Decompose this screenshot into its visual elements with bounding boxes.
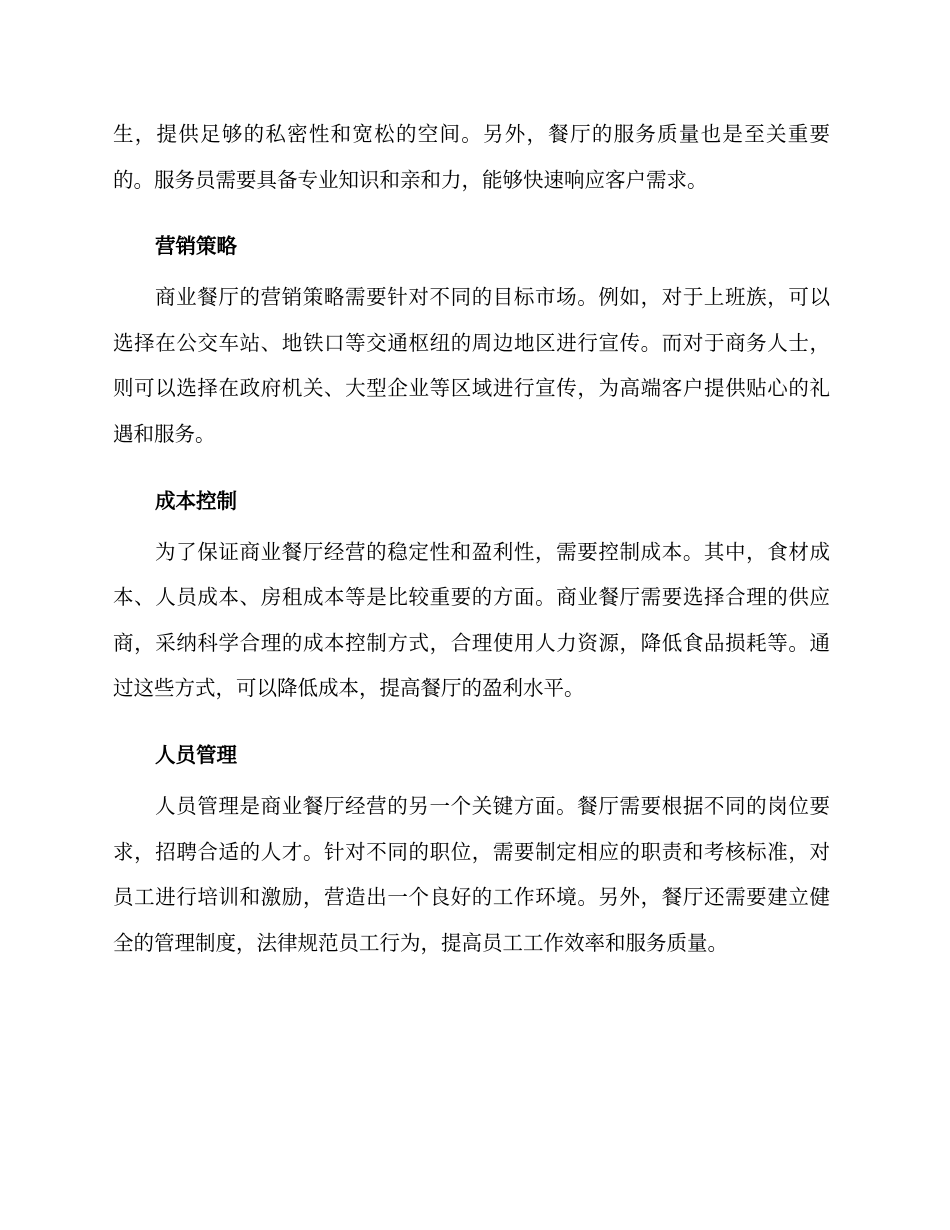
- section-gap: [113, 712, 830, 726]
- section-body-marketing: 商业餐厅的营销策略需要针对不同的目标市场。例如，对于上班族，可以选择在公交车站、地铁口等交通枢纽的周边地区进行宣传。而对于商务人士，则可以选择在政府机关、大型企业等区域进行宣传，为高端客户提供贴心的礼遇和服务。: [113, 285, 830, 446]
- section-heading-staff-management: 人员管理: [155, 742, 237, 767]
- section-gap: [113, 458, 830, 472]
- document-page: [113, 112, 830, 966]
- section-gap: [113, 203, 830, 217]
- section-heading-marketing: 营销策略: [155, 234, 237, 259]
- intro-paragraph: 生，提供足够的私密性和宽松的空间。另外，餐厅的服务质量也是至关重要的。服务员需要具备专业知识和亲和力，能够快速响应客户需求。: [113, 122, 830, 192]
- section-heading-cost-control: 成本控制: [155, 488, 237, 513]
- section-body-cost-control: 为了保证商业餐厅经营的稳定性和盈利性，需要控制成本。其中，食材成本、人员成本、房租成本等是比较重要的方面。商业餐厅需要选择合理的供应商，采纳科学合理的成本控制方式，合理使用人力资源，降低食品损耗等。通过这些方式，可以降低成本，提高餐厅的盈利水平。: [113, 539, 830, 701]
- section-body-staff-management: 人员管理是商业餐厅经营的另一个关键方面。餐厅需要根据不同的岗位要求，招聘合适的人才。针对不同的职位，需要制定相应的职责和考核标准，对员工进行培训和激励，营造出一个良好的工作环境。另外，餐厅还需要建立健全的管理制度，法律规范员工行为，提高员工工作效率和服务质量。: [113, 793, 830, 955]
